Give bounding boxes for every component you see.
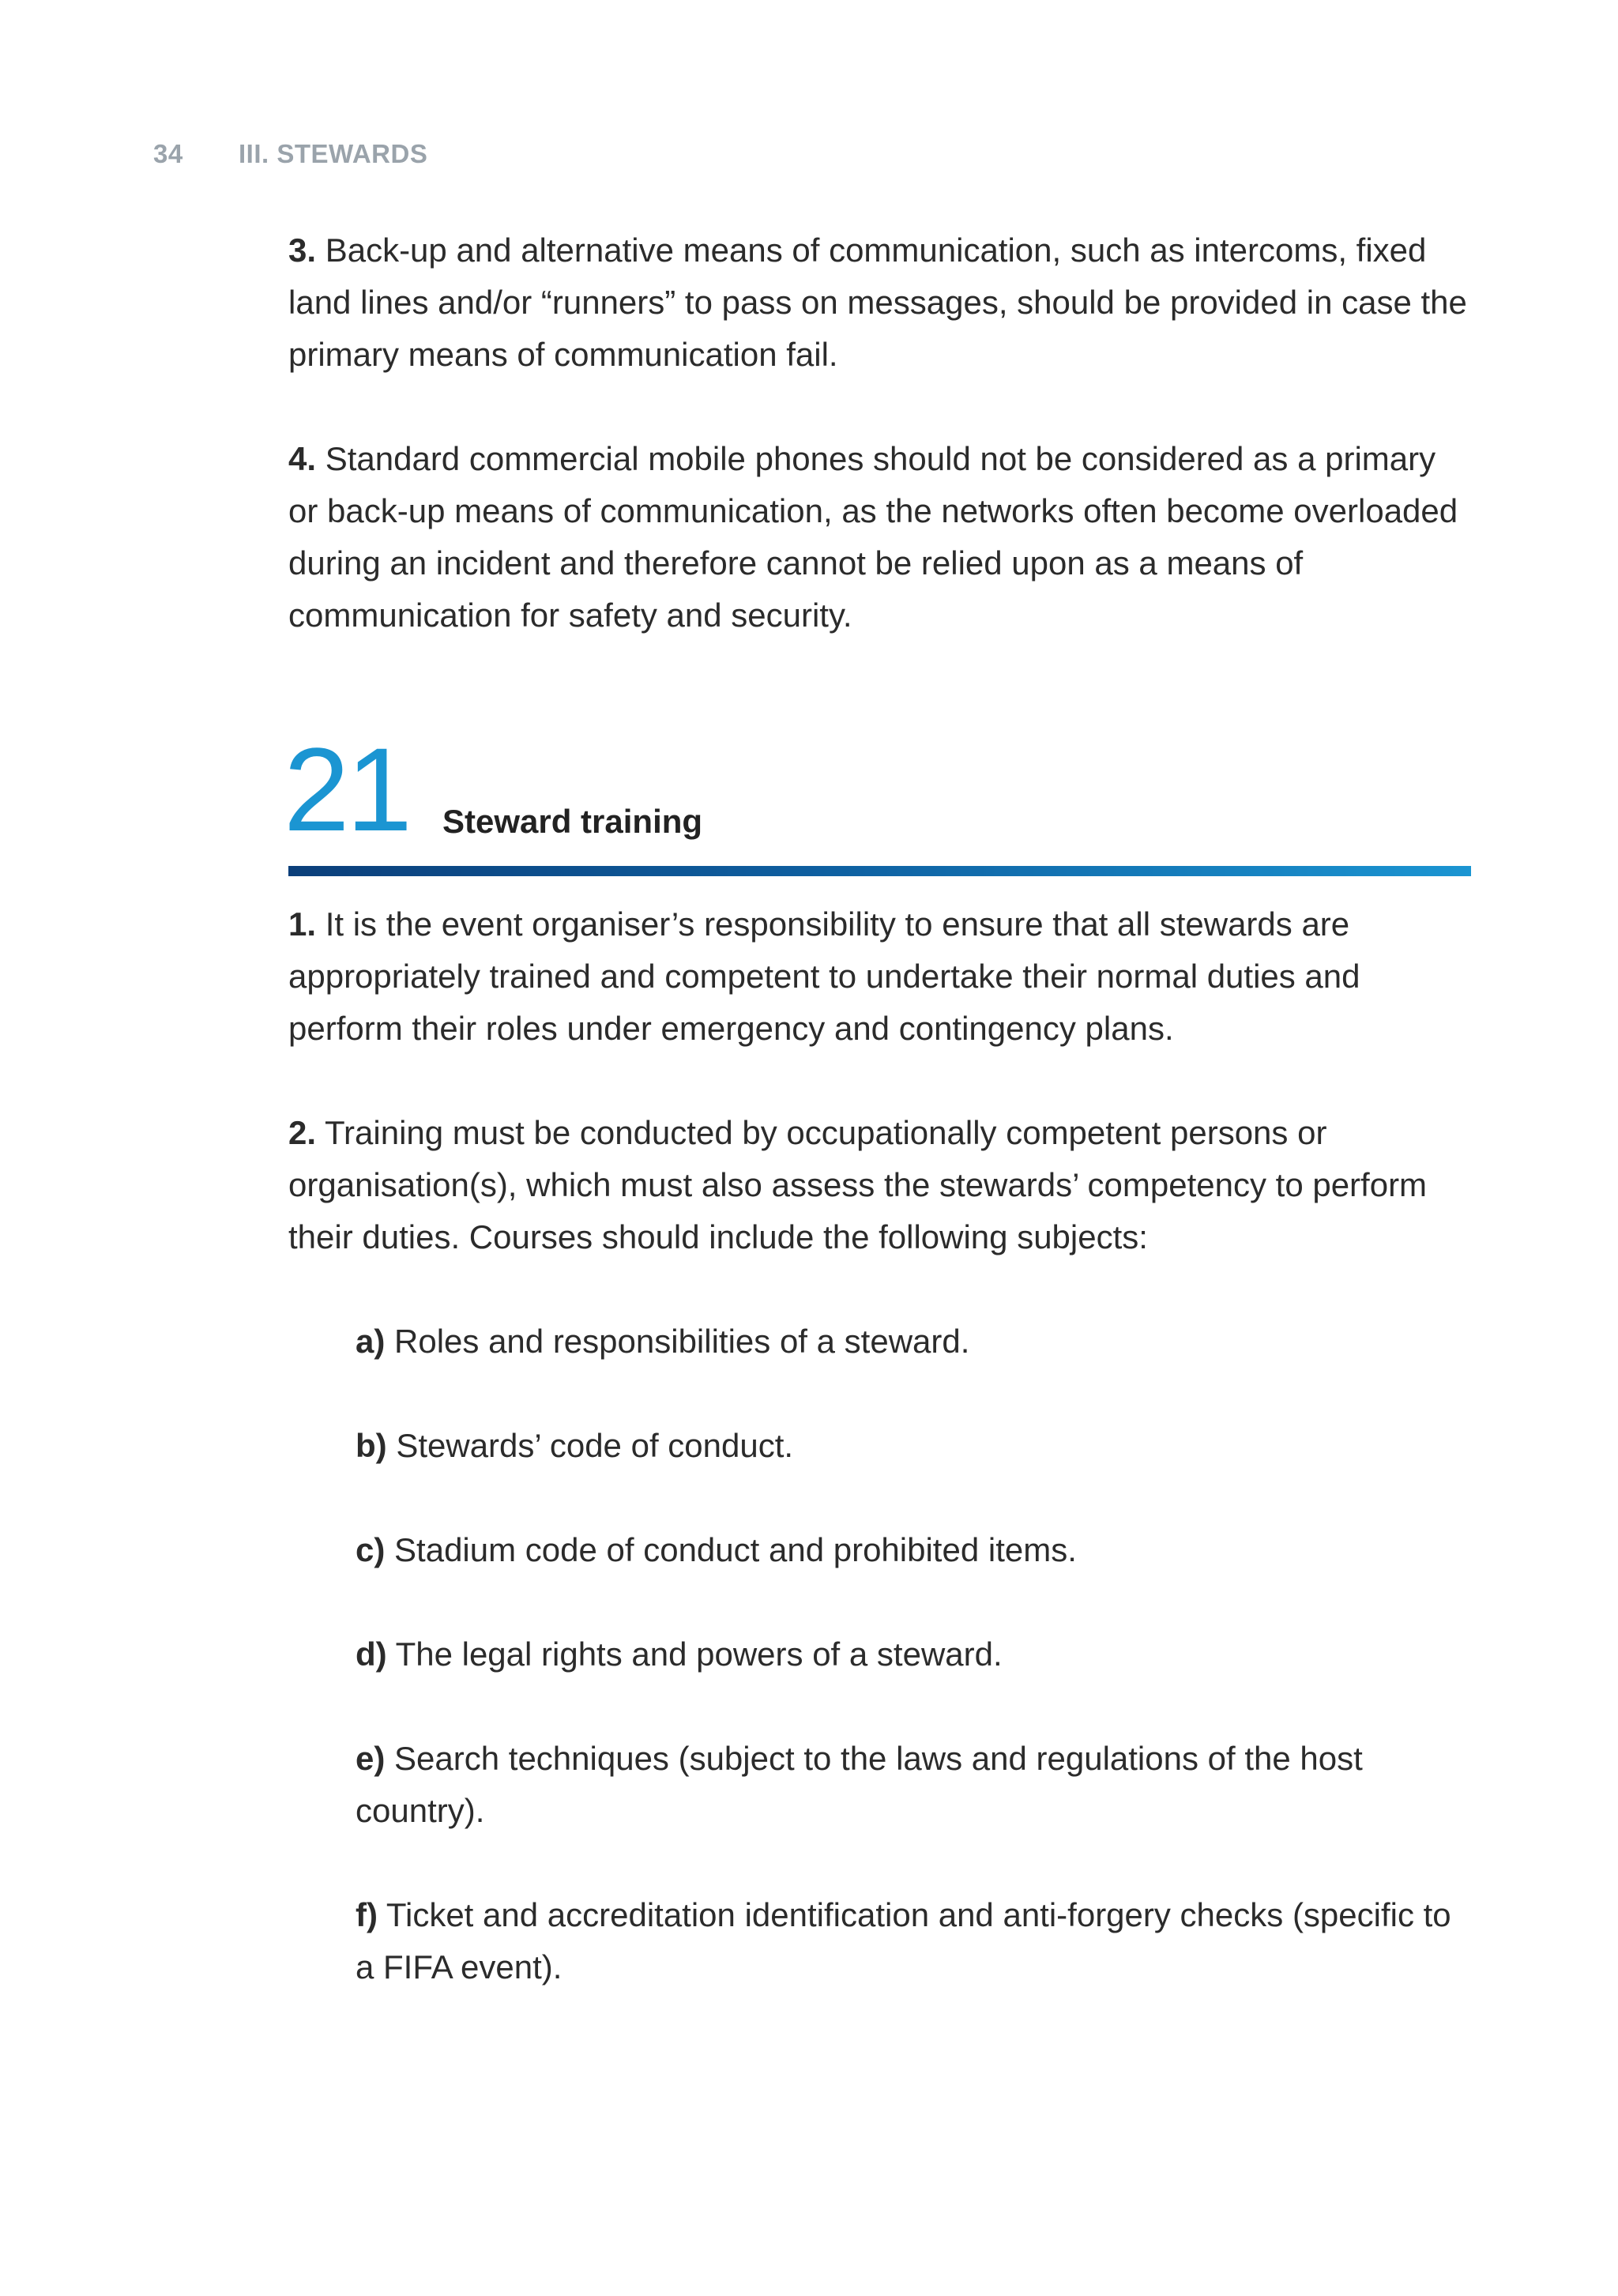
page-body — [284, 224, 1473, 2046]
paragraph-text: It is the event organiser’s responsibility to ensure that all stewards are appropriately trained and competent to undertake their normal duties and perform their roles under emergency and contingency plans. — [288, 905, 1360, 1047]
list-item — [356, 1733, 1469, 1837]
list-item-label: a) — [356, 1323, 386, 1360]
list-item-label: f) — [356, 1896, 378, 1933]
paragraph-4 — [288, 433, 1473, 642]
running-header — [153, 139, 427, 169]
paragraph-3 — [288, 224, 1473, 381]
paragraph-text: Standard commercial mobile phones should not be considered as a primary or back-up means of communication, as the networks often become overloaded during an incident and therefore cannot be relied upon as a means of communication for safety and security. — [288, 440, 1458, 634]
list-item — [356, 1315, 1469, 1368]
list-item — [356, 1420, 1469, 1472]
section-number: 21 — [284, 723, 409, 856]
list-item — [356, 1628, 1469, 1681]
list-item-text: Roles and responsibilities of a steward. — [385, 1323, 970, 1360]
list-item-text: The legal rights and powers of a steward. — [386, 1635, 1003, 1673]
list-item-text: Stadium code of conduct and prohibited items. — [385, 1531, 1077, 1568]
list-item-text: Ticket and accreditation identification and anti-forgery checks (specific to a FIFA event). — [356, 1896, 1451, 1985]
list-item — [356, 1524, 1469, 1576]
subject-list — [356, 1315, 1473, 1993]
paragraph-text: Training must be conducted by occupationally competent persons or organisation(s), which must also assess the stewards’ competency to perform their duties. Courses should include the following subjects: — [288, 1114, 1428, 1255]
paragraph-number: 4. — [288, 440, 317, 477]
chapter-title: III. STEWARDS — [239, 139, 428, 168]
list-item-label: b) — [356, 1427, 387, 1464]
paragraph-number: 2. — [288, 1114, 317, 1151]
section-heading — [284, 723, 1473, 866]
section-paragraph-2 — [288, 1107, 1473, 1263]
paragraph-number: 3. — [288, 231, 317, 269]
list-item-text: Stewards’ code of conduct. — [386, 1427, 794, 1464]
list-item-text: Search techniques (subject to the laws and regulations of the host country). — [356, 1740, 1363, 1829]
paragraph-text: Back-up and alternative means of communication, such as intercoms, fixed land lines and/or “runners” to pass on messages, should be provided in case the primary means of communication fail. — [288, 231, 1467, 373]
section-divider — [288, 866, 1471, 876]
section-title: Steward training — [442, 803, 703, 840]
list-item-label: d) — [356, 1635, 387, 1673]
list-item-label: e) — [356, 1740, 386, 1777]
section-paragraph-1 — [288, 898, 1473, 1055]
list-item — [356, 1889, 1469, 1993]
paragraph-number: 1. — [288, 905, 317, 943]
list-item-label: c) — [356, 1531, 386, 1568]
page-number: 34 — [153, 139, 183, 168]
